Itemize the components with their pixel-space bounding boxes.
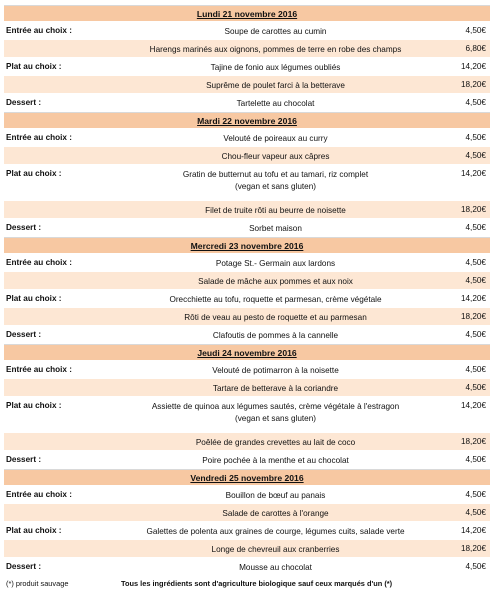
dish-name	[119, 308, 432, 325]
dish-name	[119, 147, 432, 164]
menu-row	[4, 326, 490, 344]
dish-price: 4,50€	[465, 455, 486, 464]
menu-row	[4, 558, 490, 576]
dish-text: Salade de mâche aux pommes et aux noix	[198, 277, 353, 286]
dish-name	[119, 522, 432, 539]
dish-price: 4,50€	[465, 98, 486, 107]
dish-name	[119, 58, 432, 75]
menu-row	[4, 486, 490, 504]
course-label: Plat au choix :	[6, 401, 62, 410]
course-label: Plat au choix :	[6, 526, 62, 535]
dish-name	[119, 361, 432, 378]
dish-price: 18,20€	[460, 205, 486, 214]
course-label: Dessert :	[6, 562, 42, 571]
menu-row	[4, 219, 490, 237]
dish-price: 18,20€	[460, 312, 486, 321]
dish-name	[119, 504, 432, 521]
dish-text: Longe de chevreuil aux cranberries	[211, 545, 340, 554]
dish-name	[119, 76, 432, 93]
dish-name	[119, 379, 432, 396]
menu-row	[4, 94, 490, 112]
dish-name	[119, 129, 432, 146]
course-label: Dessert :	[6, 98, 42, 107]
course-label	[4, 147, 119, 164]
menu-row	[4, 147, 490, 165]
menu-row	[4, 522, 490, 540]
menu-row	[4, 451, 490, 469]
dish-text: Filet de truite rôti au beurre de noisette	[205, 206, 346, 215]
dish-price: 14,20€	[460, 294, 486, 303]
menu-row	[4, 540, 490, 558]
dish-price: 4,50€	[465, 151, 486, 160]
dish-price: 6,80€	[465, 44, 486, 53]
dish-price: 4,50€	[465, 490, 486, 499]
dish-name	[119, 165, 432, 200]
course-label	[4, 379, 119, 396]
menu-row	[4, 397, 490, 433]
menu-row	[4, 254, 490, 272]
dish-text: Poêlée de grandes crevettes au lait de coco	[195, 438, 356, 447]
dish-text: Harengs marinés aux oignons, pommes de terre en robe des champs	[149, 45, 402, 54]
dish-name	[119, 326, 432, 343]
course-label	[4, 40, 119, 57]
menu-row	[4, 433, 490, 451]
dish-price: 4,50€	[465, 223, 486, 232]
menu-row	[4, 504, 490, 522]
dish-text: Sorbet maison	[249, 224, 302, 233]
course-label: Entrée au choix :	[6, 258, 72, 267]
dish-text: Potage St.- Germain aux lardons	[215, 259, 336, 268]
dish-name	[119, 290, 432, 307]
dish-price: 14,20€	[460, 526, 486, 535]
dish-note: (vegan et sans gluten)	[234, 182, 316, 191]
dish-text: Salade de carottes à l'orange	[222, 509, 329, 518]
menu-row	[4, 290, 490, 308]
course-label: Dessert :	[6, 223, 42, 232]
menu-row	[4, 129, 490, 147]
dish-text: Rôti de veau au pesto de roquette et au parmesan	[184, 313, 367, 322]
dish-name	[119, 254, 432, 271]
menu-row	[4, 379, 490, 397]
day-header: Vendredi 25 novembre 2016	[4, 469, 490, 486]
dish-price: 4,50€	[465, 508, 486, 517]
dish-price: 4,50€	[465, 330, 486, 339]
course-label	[4, 433, 119, 450]
dish-note: (vegan et sans gluten)	[234, 414, 316, 423]
menu-row	[4, 76, 490, 94]
dish-text: Poire pochée à la menthe et au chocolat	[202, 456, 349, 465]
dish-text: Mousse au chocolat	[239, 563, 312, 572]
dish-name	[119, 486, 432, 503]
footer-note-organic: Tous les ingrédients sont d'agriculture biologique sauf ceux marqués d'un (*)	[121, 579, 393, 588]
menu-row	[4, 58, 490, 76]
dish-text: Gratin de butternut au tofu et au tamari, riz complet	[182, 170, 369, 179]
course-label	[4, 76, 119, 93]
dish-name	[119, 272, 432, 289]
course-label	[4, 504, 119, 521]
dish-price: 18,20€	[460, 80, 486, 89]
menu-row	[4, 308, 490, 326]
course-label	[4, 201, 119, 218]
course-label: Entrée au choix :	[6, 26, 72, 35]
dish-text: Velouté de poireaux au curry	[223, 134, 328, 143]
dish-price: 4,50€	[465, 258, 486, 267]
dish-name	[119, 22, 432, 39]
day-header: Mercredi 23 novembre 2016	[4, 237, 490, 254]
dish-text: Chou-fleur vapeur aux câpres	[221, 152, 330, 161]
day-header: Lundi 21 novembre 2016	[4, 5, 490, 22]
dish-price: 4,50€	[465, 383, 486, 392]
course-label: Plat au choix :	[6, 169, 62, 178]
dish-name	[119, 451, 432, 468]
dish-price: 4,50€	[465, 26, 486, 35]
dish-text: Suprême de poulet farci à la betterave	[206, 81, 345, 90]
dish-price: 4,50€	[465, 365, 486, 374]
dish-name	[119, 219, 432, 236]
dish-name	[119, 40, 432, 57]
dish-price: 4,50€	[465, 133, 486, 142]
dish-text: Tartelette au chocolat	[236, 99, 315, 108]
menu-row	[4, 40, 490, 58]
day-header: Jeudi 24 novembre 2016	[4, 344, 490, 361]
menu-row	[4, 22, 490, 40]
menu-row	[4, 272, 490, 290]
dish-name	[119, 540, 432, 557]
dish-price: 18,20€	[460, 437, 486, 446]
course-label: Plat au choix :	[6, 62, 62, 71]
course-label	[4, 308, 119, 325]
dish-text: Tajine de fonio aux légumes oubliés	[210, 63, 341, 72]
course-label	[4, 272, 119, 289]
dish-text: Galettes de polenta aux graines de courge, légumes cuits, salade verte	[146, 527, 405, 536]
dish-text: Clafoutis de pommes à la cannelle	[212, 331, 339, 340]
course-label: Entrée au choix :	[6, 133, 72, 142]
day-header: Mardi 22 novembre 2016	[4, 112, 490, 129]
dish-price: 4,50€	[465, 276, 486, 285]
dish-price: 14,20€	[460, 401, 486, 410]
course-label: Dessert :	[6, 330, 42, 339]
course-label	[4, 540, 119, 557]
dish-name	[119, 201, 432, 218]
menu-row	[4, 165, 490, 201]
menu-row	[4, 201, 490, 219]
dish-name	[119, 397, 432, 432]
menu-footer	[4, 579, 490, 588]
dish-price: 4,50€	[465, 562, 486, 571]
course-label: Entrée au choix :	[6, 490, 72, 499]
dish-price: 18,20€	[460, 544, 486, 553]
dish-name	[119, 94, 432, 111]
course-label: Entrée au choix :	[6, 365, 72, 374]
dish-name	[119, 433, 432, 450]
dish-name	[119, 558, 432, 575]
dish-price: 14,20€	[460, 62, 486, 71]
footer-note-wild: (*) produit sauvage	[6, 579, 69, 588]
dish-text: Assiette de quinoa aux légumes sautés, crème végétale à l'estragon	[151, 402, 400, 411]
dish-text: Velouté de potimarron à la noisette	[212, 366, 339, 375]
dish-text: Orecchiette au tofu, roquette et parmesan, crème végétale	[169, 295, 382, 304]
menu-row	[4, 361, 490, 379]
dish-text: Soupe de carottes au cumin	[224, 27, 327, 36]
course-label: Plat au choix :	[6, 294, 62, 303]
course-label: Dessert :	[6, 455, 42, 464]
dish-price: 14,20€	[460, 169, 486, 178]
dish-text: Bouillon de bœuf au panais	[225, 491, 326, 500]
dish-text: Tartare de betterave à la coriandre	[212, 384, 339, 393]
